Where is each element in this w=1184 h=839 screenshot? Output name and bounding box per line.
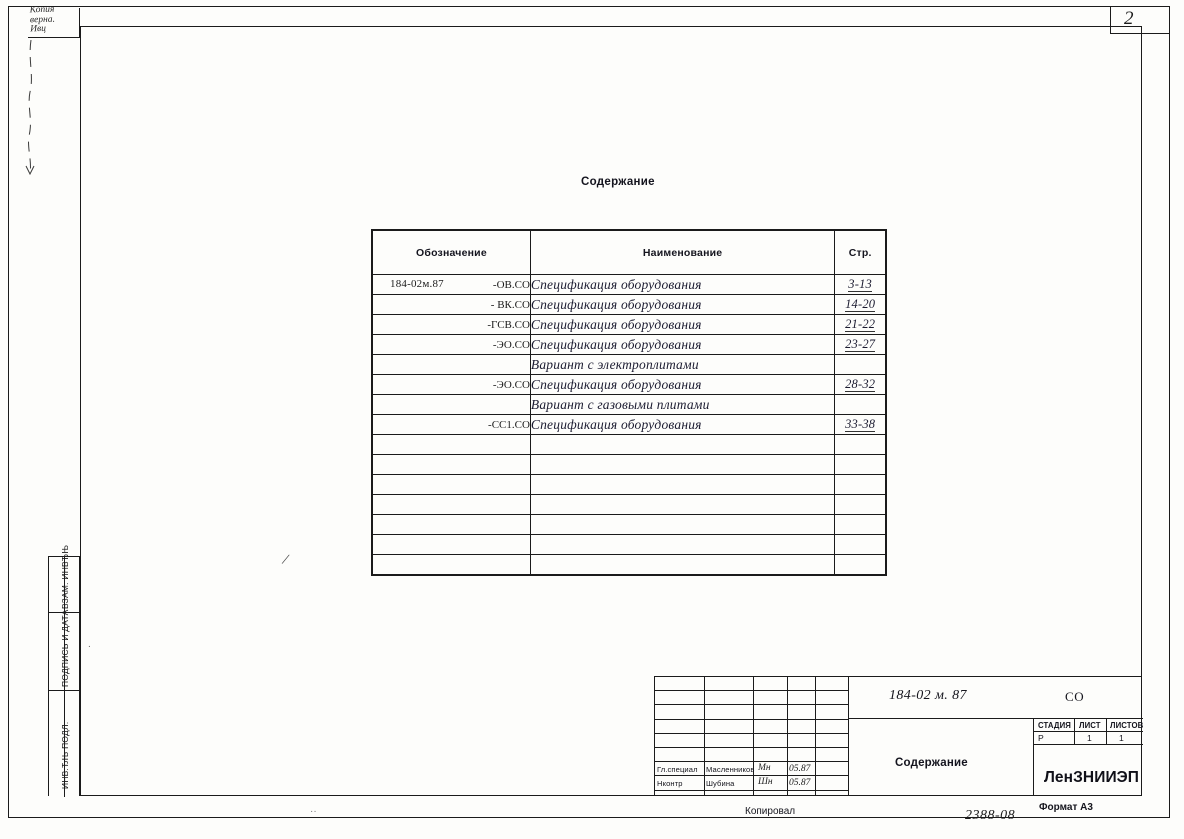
cell-page	[835, 315, 886, 335]
cell-name-text: Вариант с газовыми плитами	[530, 396, 710, 412]
cell-page	[835, 535, 886, 555]
cell-name	[530, 395, 834, 415]
cell-page-text: 21-22	[845, 317, 876, 331]
cell-name	[530, 455, 834, 475]
cell-page-text: 23-27	[845, 337, 876, 351]
copied-label: Копировал	[745, 806, 796, 817]
cell-designation-text: - ВК.СО	[490, 298, 530, 311]
cell-name-text: Спецификация оборудования	[530, 296, 702, 312]
cell-drawing-code: 184-02м.87	[390, 278, 444, 290]
cell-name-text: Спецификация оборудования	[530, 376, 702, 392]
cell-designation-text: -СС1.СО	[488, 418, 530, 431]
strip-label-signature-date: ПОДПИСЬ И ДАТА	[60, 609, 70, 687]
cell-page	[835, 355, 886, 375]
cell-page	[835, 275, 886, 295]
cell-name	[530, 515, 834, 535]
cell-name	[530, 495, 834, 515]
title-block-revision-grid	[655, 677, 849, 795]
cell-page	[835, 455, 886, 475]
cell-designation	[373, 395, 531, 415]
cell-name	[530, 355, 834, 375]
stray-pencil-mark: /	[281, 551, 289, 569]
bottom-drawing-code: 2388-08	[965, 808, 1016, 823]
cell-page	[835, 435, 886, 455]
title-block-main	[849, 677, 1143, 795]
cell-page	[835, 395, 886, 415]
signature-surname-2: Шубина	[706, 779, 735, 788]
signature-mark-1: Мн	[758, 763, 771, 773]
drawing-code-suffix: СО	[1065, 689, 1085, 704]
cell-page	[835, 495, 886, 515]
table-row	[373, 295, 886, 315]
page-number-box	[1110, 6, 1170, 34]
cell-designation	[373, 375, 531, 395]
cell-name	[530, 275, 834, 295]
contents-table	[371, 229, 887, 576]
cell-designation	[373, 475, 531, 495]
signature-date-2: 05.87	[789, 778, 811, 788]
stray-dot-mark-left: .	[88, 639, 91, 650]
cell-name	[530, 315, 834, 335]
table-row	[373, 395, 886, 415]
table-row	[373, 275, 886, 295]
title-block	[654, 676, 1142, 796]
cell-name-text: Спецификация оборудования	[530, 416, 702, 432]
cell-designation	[373, 315, 531, 335]
cell-designation	[373, 455, 531, 475]
drawing-code-row	[849, 677, 1143, 719]
table-row	[373, 375, 886, 395]
cell-page-text: 28-32	[845, 377, 876, 391]
cell-page-text: 3-13	[848, 277, 873, 291]
organization-name: ЛенЗНИИЭП	[1043, 769, 1140, 786]
pen-squiggle-icon	[24, 40, 38, 175]
table-row	[373, 455, 886, 475]
table-row	[373, 435, 886, 455]
table-row	[373, 355, 886, 375]
document-title: Содержание	[895, 757, 968, 769]
cell-name	[530, 415, 834, 435]
cell-designation	[373, 515, 531, 535]
certification-stamp-text: Копия верна. Ивц	[29, 4, 56, 35]
cell-designation	[373, 555, 531, 575]
cell-designation-text: -ОВ.СО	[492, 278, 530, 291]
table-row	[373, 495, 886, 515]
cell-designation	[373, 275, 531, 295]
strip-label-inv: ИНВ.ЂЊ ПОДЛ.	[60, 721, 70, 789]
stage-value-sheets: 1	[1119, 733, 1124, 743]
cell-designation	[373, 535, 531, 555]
cell-page	[835, 515, 886, 535]
cell-designation	[373, 335, 531, 355]
cell-page	[835, 335, 886, 355]
signature-surname-1: Масленников	[706, 765, 755, 774]
stage-header-sheets: ЛИСТОВ	[1110, 721, 1144, 730]
cell-name	[530, 335, 834, 355]
cell-designation-text: -ГСВ.СО	[487, 318, 530, 331]
column-header-page: Стр.	[835, 231, 886, 275]
cell-name	[530, 435, 834, 455]
table-row	[373, 515, 886, 535]
stray-dot-mark-bottom: ··	[310, 806, 317, 817]
cell-name-text: Спецификация оборудования	[530, 316, 702, 332]
table-row	[373, 415, 886, 435]
cell-name-text: Спецификация оборудования	[530, 276, 702, 292]
table-row	[373, 475, 886, 495]
column-header-name: Наименование	[530, 231, 834, 275]
cell-name-text: Спецификация оборудования	[530, 336, 702, 352]
format-label: Формат А3	[1039, 802, 1093, 813]
signature-role-2: Нконтр	[657, 779, 683, 788]
table-row	[373, 315, 886, 335]
drawing-code: 184-02 м. 87	[889, 688, 967, 703]
stage-header-stage: СТАДИЯ	[1038, 721, 1071, 730]
cell-page	[835, 295, 886, 315]
cell-designation	[373, 415, 531, 435]
page-title: Содержание	[581, 176, 655, 188]
cell-page	[835, 475, 886, 495]
cell-name	[530, 535, 834, 555]
page-number: 2	[1124, 8, 1134, 29]
cell-page	[835, 415, 886, 435]
cell-designation-text: -ЭО.СО	[492, 378, 530, 391]
cell-name	[530, 555, 834, 575]
cell-designation	[373, 295, 531, 315]
signature-role-1: Гл.специал	[657, 765, 698, 774]
cell-designation-text: -ЭО.СО	[492, 338, 530, 351]
cell-name	[530, 295, 834, 315]
cell-page	[835, 375, 886, 395]
cell-name	[530, 475, 834, 495]
left-margin-strip	[48, 544, 80, 796]
stage-value-sheet: 1	[1087, 733, 1092, 743]
cell-name-text: Вариант с электроплитами	[530, 356, 699, 372]
cell-designation	[373, 435, 531, 455]
cell-designation	[373, 355, 531, 375]
cell-page-text: 33-38	[845, 417, 876, 431]
stage-value-stage: Р	[1038, 733, 1044, 743]
table-header-row	[373, 231, 886, 275]
cell-name	[530, 375, 834, 395]
table-row	[373, 335, 886, 355]
column-header-designation: Обозначение	[373, 231, 531, 275]
table-row	[373, 535, 886, 555]
strip-label-vzam: ВЗАМ. ИНВЂЊ	[60, 544, 70, 609]
signature-date-1: 05.87	[789, 764, 811, 774]
stage-header-sheet: ЛИСТ	[1079, 721, 1101, 730]
signature-mark-2: Шн	[758, 777, 773, 787]
cell-designation	[373, 495, 531, 515]
document-title-cell	[849, 719, 1034, 795]
cell-page	[835, 555, 886, 575]
cell-page-text: 14-20	[845, 297, 876, 311]
table-row	[373, 555, 886, 575]
